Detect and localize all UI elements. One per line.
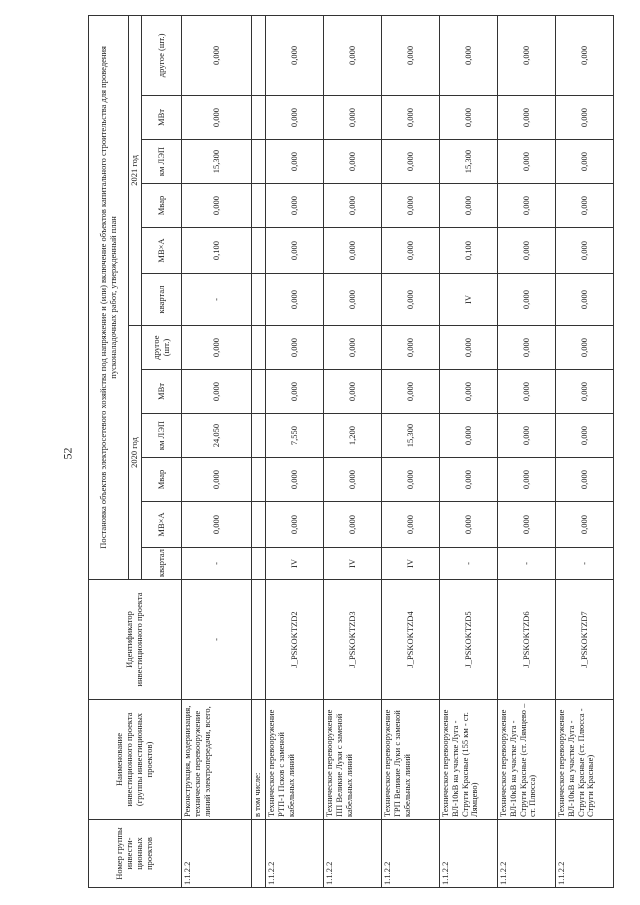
header-project-name: Наименование инвестиционного проекта (группы инвестиционных проектов) [89,700,182,820]
cell-group-number: 1.1.2.2 [266,820,324,888]
cell-2020-value: - [556,548,614,580]
header-sub-col: квартал [142,548,182,580]
cell-2021-value: 0,000 [324,184,382,228]
header-sub-col: МВт [142,96,182,140]
cell-2020-value: 0,000 [440,370,498,414]
cell-2021-value: 0,000 [182,96,252,140]
cell-2021-value: 0,000 [324,228,382,274]
header-sub-col: км ЛЭП [142,414,182,458]
investment-projects-table [88,15,614,888]
cell-2020-value: 0,000 [498,326,556,370]
header-sub-col: МВт [142,370,182,414]
cell-2020-value: 0,000 [556,502,614,548]
cell-2020-value: 0,000 [556,370,614,414]
cell-2020-value: 0,000 [440,502,498,548]
cell-2021-value: 0,000 [266,184,324,228]
table-row [182,15,252,887]
cell-2021-value [252,15,266,95]
cell-2020-value [252,458,266,502]
cell-project-name: Техническое перевооружение ВЛ-10кВ на участке Луга - Струги Красные (ст. Лямцево – ст. Плюсса) [498,700,556,820]
cell-project-id: J_PSKOKTZD6 [498,580,556,700]
cell-2021-value [252,228,266,274]
header-project-id: Идентификатор инвестиционного проекта [89,580,182,700]
cell-2020-value: 0,000 [382,326,440,370]
cell-2021-value: 0,100 [440,228,498,274]
cell-2021-value [252,96,266,140]
cell-2021-value [252,184,266,228]
page-number: 52 [60,447,75,460]
table-row [252,15,266,887]
cell-2020-value: 0,000 [182,458,252,502]
cell-2021-value: 0,000 [266,274,324,326]
header-sub-col: МВ×А [142,502,182,548]
cell-project-name: в том числе: [252,700,266,820]
cell-2021-value: 0,000 [382,15,440,95]
cell-2020-value: 0,000 [498,414,556,458]
cell-project-name: Реконструкция, модернизация, техническое перевооружение линий электропередачи, всего, [182,700,252,820]
cell-2021-value: 0,000 [498,228,556,274]
header-group-number: Номер группы инвести-ционных проектов [89,820,182,888]
cell-2021-value: 0,000 [182,15,252,95]
cell-2020-value: 0,000 [498,458,556,502]
cell-project-id: - [182,580,252,700]
cell-2021-value: 0,100 [182,228,252,274]
cell-2020-value: 0,000 [498,502,556,548]
table-row [440,15,498,887]
cell-2020-value [252,414,266,458]
cell-2021-value: 0,000 [324,274,382,326]
cell-2021-value [252,274,266,326]
cell-2021-value: 0,000 [498,184,556,228]
cell-2021-value: 0,000 [182,184,252,228]
cell-group-number: 1.1.2.2 [182,820,252,888]
cell-2021-value: 0,000 [324,96,382,140]
cell-2020-value: 0,000 [556,458,614,502]
cell-2021-value: 15,300 [440,140,498,184]
cell-2020-value: 0,000 [324,370,382,414]
cell-2020-value: 0,000 [440,458,498,502]
cell-2020-value: 0,000 [324,458,382,502]
cell-2021-value: 0,000 [266,15,324,95]
cell-2020-value: - [440,548,498,580]
cell-2021-value: 15,300 [182,140,252,184]
cell-2020-value: IV [266,548,324,580]
cell-2020-value: IV [382,548,440,580]
cell-2020-value: IV [324,548,382,580]
cell-project-name: Техническое перевооружение ПП Великие Луки с заменой кабельных линий [324,700,382,820]
cell-2021-value: 0,000 [498,274,556,326]
cell-project-id [252,580,266,700]
cell-2020-value: 0,000 [182,326,252,370]
cell-2021-value: 0,000 [556,228,614,274]
cell-group-number: 1.1.2.2 [324,820,382,888]
cell-project-id: J_PSKOKTZD3 [324,580,382,700]
cell-2021-value: IV [440,274,498,326]
table-row [324,15,382,887]
cell-2021-value: 0,000 [382,184,440,228]
cell-2021-value: 0,000 [266,140,324,184]
header-sub-col: км ЛЭП [142,140,182,184]
cell-project-id: J_PSKOKTZD4 [382,580,440,700]
cell-2021-value: 0,000 [382,228,440,274]
cell-group-number [252,820,266,888]
cell-2021-value [252,140,266,184]
cell-2021-value: 0,000 [498,140,556,184]
cell-project-name: Техническое перевооружение РТП-1 Псков с заменой кабельных линий [266,700,324,820]
cell-2020-value: - [182,548,252,580]
cell-2021-value: 0,000 [498,96,556,140]
cell-2020-value: 0,000 [324,502,382,548]
header-sub-col: Мвар [142,184,182,228]
header-year-2021: 2021 год [129,15,142,325]
cell-2021-value: 0,000 [382,140,440,184]
cell-2021-value: 0,000 [440,184,498,228]
cell-group-number: 1.1.2.2 [498,820,556,888]
cell-project-name: Техническое перевооружение ВЛ-10кВ на участке Луга - Струги Красные (ст. Плюсса - Струги Красные) [556,700,614,820]
header-sub-col: другое (шт.) [142,326,182,370]
cell-2020-value: 0,000 [556,326,614,370]
cell-2020-value: 0,000 [382,458,440,502]
cell-2021-value: 0,000 [556,140,614,184]
cell-2020-value: 0,000 [182,502,252,548]
cell-2021-value: 0,000 [556,184,614,228]
cell-2020-value: 24,050 [182,414,252,458]
cell-2021-value: 0,000 [440,15,498,95]
table-row [498,15,556,887]
cell-2021-value: 0,000 [324,140,382,184]
cell-2021-value: - [182,274,252,326]
cell-2020-value: 0,000 [440,326,498,370]
cell-2020-value: 0,000 [382,370,440,414]
cell-project-name: Техническое перевооружение ГРП Великие Луки с заменой кабельных линий [382,700,440,820]
header-sub-col: квартал [142,274,182,326]
table-row [556,15,614,887]
table-row [266,15,324,887]
cell-group-number: 1.1.2.2 [556,820,614,888]
rotated-table-container [88,16,608,888]
cell-2021-value: 0,000 [556,96,614,140]
cell-2020-value: 0,000 [266,502,324,548]
header-plan-span: Постановка объектов электросетевого хозяйства под напряжение и (или) включение объектов капитального строительства для проведения пусконаладочных работ, утвержденный план [89,15,129,579]
cell-2020-value [252,548,266,580]
header-sub-col: МВ×А [142,228,182,274]
cell-2020-value: 0,000 [324,326,382,370]
cell-project-name: Техническое перевооружение ВЛ-10кВ на участке Луга - Струги Красные (155 км - ст. Лямцево) [440,700,498,820]
table-row [382,15,440,887]
cell-2021-value: 0,000 [556,274,614,326]
cell-group-number: 1.1.2.2 [440,820,498,888]
cell-project-id: J_PSKOKTZD7 [556,580,614,700]
cell-2020-value: 0,000 [498,370,556,414]
cell-2020-value: 0,000 [266,458,324,502]
cell-2020-value: 0,000 [382,502,440,548]
header-year-2020: 2020 год [129,326,142,580]
cell-2021-value: 0,000 [324,15,382,95]
cell-2020-value: 0,000 [266,370,324,414]
cell-2021-value: 0,000 [498,15,556,95]
header-sub-col: Мвар [142,458,182,502]
cell-2020-value [252,370,266,414]
cell-2020-value: 7,550 [266,414,324,458]
cell-2020-value [252,326,266,370]
cell-project-id: J_PSKOKTZD2 [266,580,324,700]
cell-2020-value [252,502,266,548]
cell-2020-value: 15,300 [382,414,440,458]
cell-2020-value: - [498,548,556,580]
cell-2021-value: 0,000 [440,96,498,140]
table-body [182,15,614,887]
cell-2020-value: 0,000 [266,326,324,370]
cell-2021-value: 0,000 [556,15,614,95]
cell-2021-value: 0,000 [266,96,324,140]
cell-2021-value: 0,000 [382,96,440,140]
cell-2020-value: 0,000 [556,414,614,458]
cell-2021-value: 0,000 [382,274,440,326]
header-sub-col: другое (шт.) [142,15,182,95]
cell-project-id: J_PSKOKTZD5 [440,580,498,700]
cell-2020-value: 0,000 [440,414,498,458]
cell-2021-value: 0,000 [266,228,324,274]
cell-2020-value: 0,000 [182,370,252,414]
cell-2020-value: 1,200 [324,414,382,458]
cell-group-number: 1.1.2.2 [382,820,440,888]
